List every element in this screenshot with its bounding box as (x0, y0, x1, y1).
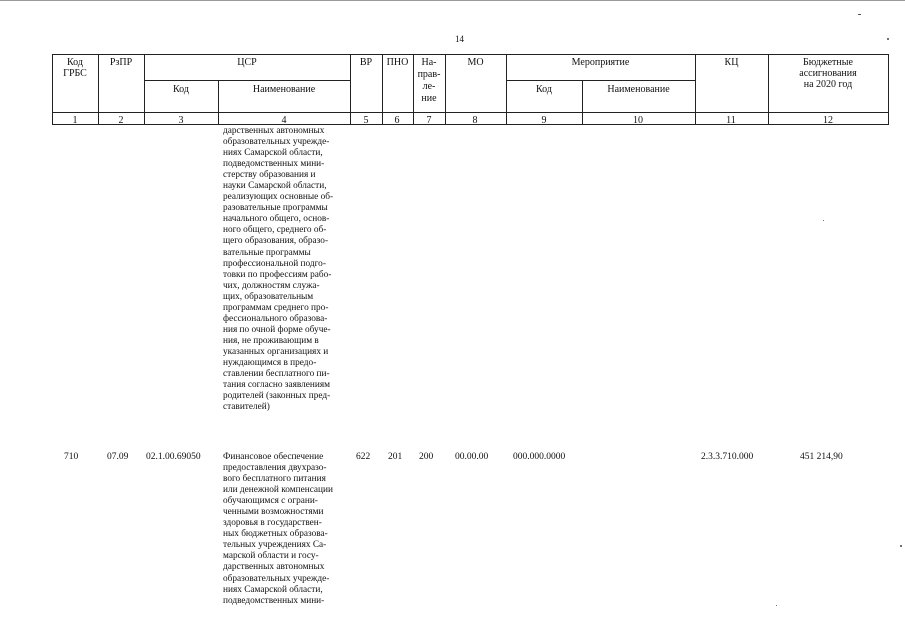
scan-speck (887, 38, 889, 40)
scan-speck (900, 545, 902, 547)
column-number-2: 2 (118, 115, 124, 126)
header-meropriyatie: Мероприятие (571, 57, 630, 68)
row-csr-kod: 02.1.00.69050 (146, 452, 201, 462)
row-pno: 201 (388, 452, 403, 462)
row-kod-grbs: 710 (64, 452, 79, 462)
header-mer-name: Наименование (607, 84, 670, 95)
column-number-3: 3 (178, 115, 184, 126)
column-number-7: 7 (426, 115, 432, 126)
scan-speck (823, 220, 824, 221)
row-vr: 622 (356, 452, 371, 462)
scan-speck (858, 14, 861, 15)
column-number-10: 10 (633, 115, 643, 126)
header-kod-grbs: Код ГРБС (63, 57, 87, 79)
scan-top-edge (0, 0, 905, 1)
row-mo: 00.00.00 (455, 452, 489, 462)
row-kc: 2.3.3.710.000 (701, 452, 754, 462)
column-number-8: 8 (472, 115, 478, 126)
column-number-5: 5 (363, 115, 369, 126)
header-pno: ПНО (386, 57, 409, 68)
row-name: Финансовое обеспечение предоставления двухразо- вого бесплатного питания или денежной компенсации обучающимся с ограни- ченными возможностями здоровья в государствен- ных бюджетных образова- тельных учреждениях Са- марской области и госу- дарственных автономных образовательных учрежде- ниях Самарской области, подведомственных мини- (223, 452, 333, 606)
header-mo: МО (467, 57, 484, 68)
header-csr-kod: Код (173, 84, 189, 95)
column-number-9: 9 (541, 115, 547, 126)
header-napravlenie: На- прав- ле- ние (417, 57, 441, 104)
column-number-4: 4 (281, 115, 287, 126)
header-csr-name: Наименование (252, 84, 316, 95)
row-mer-kod: 000.000.0000 (513, 452, 566, 462)
continuation-name-text: дарственных автономных образовательных учрежде- ниях Самарской области, подведомственных мини- стерству образования и науки Самарской области, реализующих основные об- разовательные программы начального общего, основ- ного общего, среднего об- щего образования, образо- вательные программы профессиональной подго- товки по профессиям рабо- чих, должностям служа- щих, образовательным программам среднего про- фессионального образова- ния по очной форме обуче- ния, не проживающим в указанных организациях и нуждающимся в предо- ставлении бесплатного пи- тания согласно заявлениям родителей (законных пред- ставителей) (223, 126, 334, 413)
scan-speck (776, 605, 777, 606)
header-budget: Бюджетные ассигнования на 2020 год (799, 57, 857, 90)
column-number-1: 1 (72, 115, 78, 126)
row-napravlenie: 200 (419, 452, 434, 462)
page-number: 14 (455, 34, 464, 44)
column-number-12: 12 (823, 115, 833, 126)
column-number-6: 6 (394, 115, 400, 126)
header-kc: КЦ (724, 57, 739, 68)
row-amount: 451 214,90 (800, 452, 843, 462)
header-rzpr: РзПР (109, 57, 133, 68)
column-number-11: 11 (726, 115, 736, 126)
header-csr: ЦСР (237, 57, 257, 68)
row-rzpr: 07.09 (107, 452, 129, 462)
header-mer-kod: Код (536, 84, 552, 95)
header-vr: ВР (359, 57, 373, 68)
